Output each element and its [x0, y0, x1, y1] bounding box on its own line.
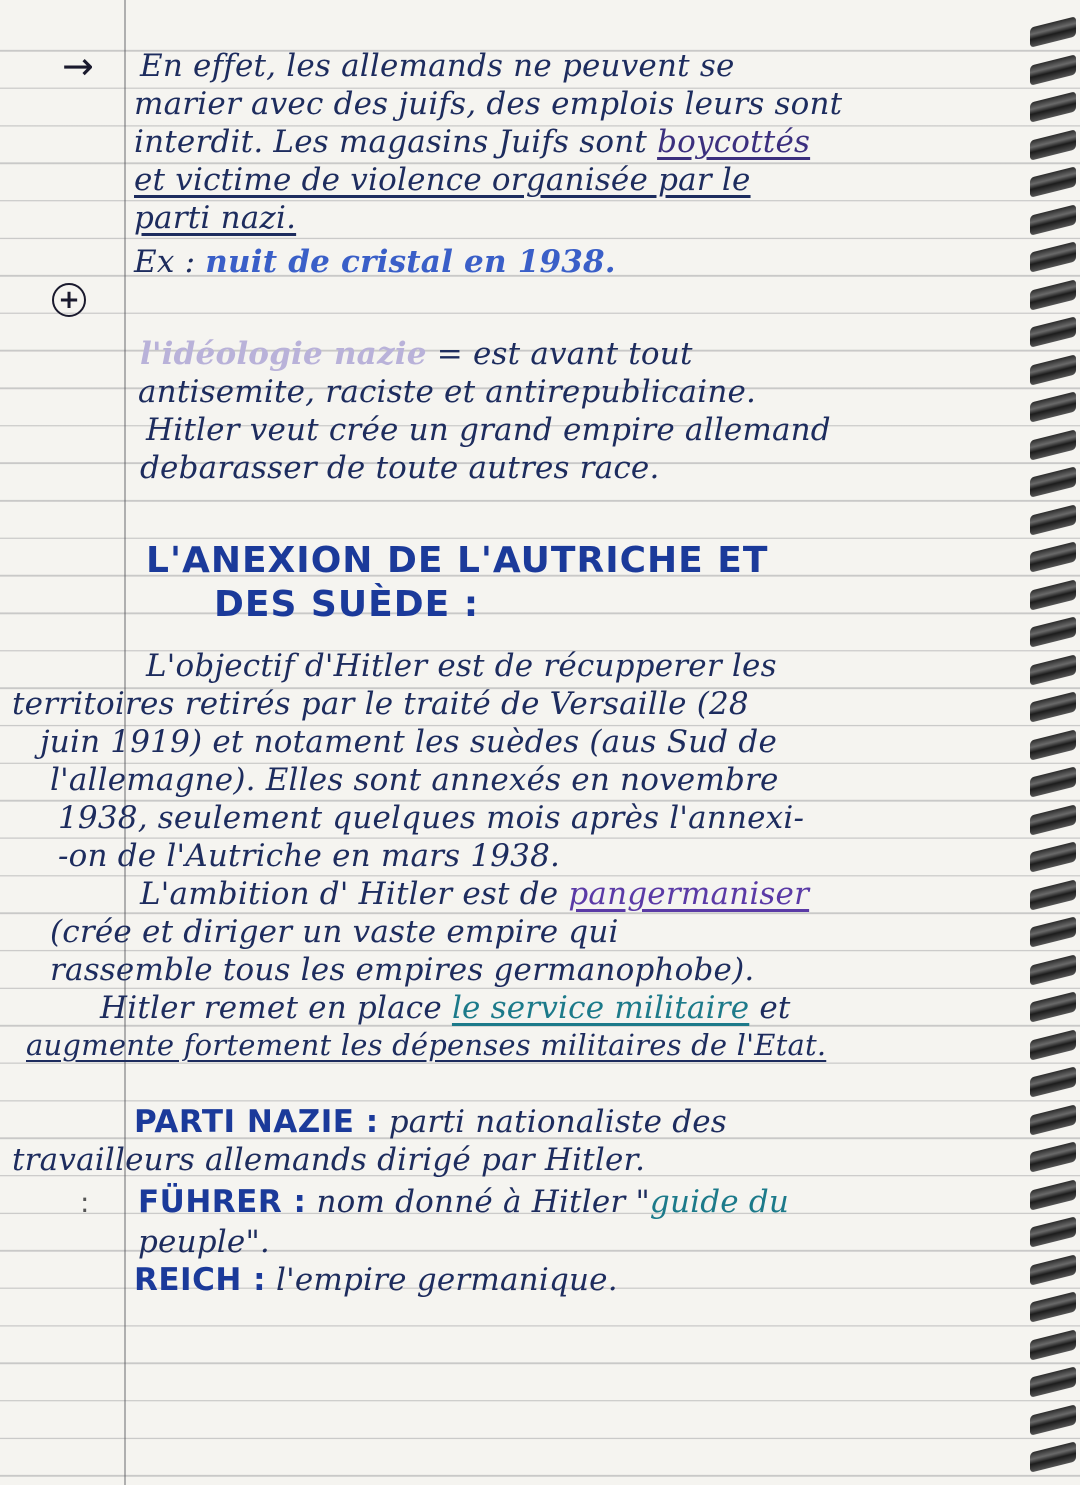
- spiral-coil: [1030, 729, 1076, 760]
- definition-term: PARTI NAZIE :: [134, 1104, 379, 1140]
- note-text: Hitler remet en place: [100, 990, 452, 1026]
- section-heading: L'ANEXION DE L'AUTRICHE ET: [146, 540, 769, 581]
- spiral-coil: [1030, 429, 1076, 460]
- spiral-binding: [1020, 0, 1080, 1485]
- spiral-coil: [1030, 841, 1076, 872]
- note-line: parti nazi.: [134, 200, 297, 236]
- spiral-coil: [1030, 16, 1076, 47]
- note-line: En effet, les allemands ne peuvent se: [140, 48, 735, 84]
- note-text: interdit. Les magasins Juifs sont: [134, 124, 658, 160]
- note-text: L'ambition d' Hitler est de: [140, 876, 569, 912]
- highlight-pangermaniser: pangermaniser: [568, 876, 810, 912]
- spiral-coil: [1030, 1104, 1076, 1135]
- definition-text: parti nationaliste des: [378, 1104, 727, 1140]
- spiral-coil: [1030, 654, 1076, 685]
- spiral-coil: [1030, 166, 1076, 197]
- spiral-coil: [1030, 879, 1076, 910]
- example-line: [134, 244, 616, 280]
- note-line: augmente fortement les dépenses militaires de l'Etat.: [26, 1028, 827, 1062]
- spiral-coil: [1030, 1141, 1076, 1172]
- highlight-service-militaire: le service militaire: [451, 990, 750, 1026]
- spiral-coil: [1030, 316, 1076, 347]
- note-line: L'objectif d'Hitler est de récupperer les: [146, 648, 777, 684]
- note-line: -on de l'Autriche en mars 1938.: [58, 838, 561, 874]
- ideology-line: [140, 336, 693, 372]
- spiral-coil: [1030, 391, 1076, 422]
- note-line: [134, 124, 810, 160]
- spiral-coil: [1030, 1404, 1076, 1435]
- spiral-coil: [1030, 916, 1076, 947]
- spiral-coil: [1030, 1254, 1076, 1285]
- spiral-coil: [1030, 804, 1076, 835]
- spiral-coil: [1030, 1366, 1076, 1397]
- spiral-coil: [1030, 279, 1076, 310]
- spiral-coil: [1030, 129, 1076, 160]
- arrow-right-icon: →: [62, 44, 94, 88]
- definition-line: travailleurs allemands dirigé par Hitler.: [12, 1142, 646, 1178]
- definition-line: [138, 1184, 789, 1220]
- plus-circle-icon: +: [52, 283, 86, 317]
- note-line: [140, 876, 809, 912]
- spiral-coil: [1030, 579, 1076, 610]
- spiral-coil: [1030, 241, 1076, 272]
- spiral-coil: [1030, 1066, 1076, 1097]
- spiral-coil: [1030, 1029, 1076, 1060]
- spiral-coil: [1030, 1179, 1076, 1210]
- spiral-coil: [1030, 991, 1076, 1022]
- note-line: territoires retirés par le traité de Versaille (28: [12, 686, 749, 722]
- definition-line: [134, 1262, 618, 1298]
- highlight-boycottes: boycottés: [657, 124, 811, 160]
- spiral-coil: [1030, 691, 1076, 722]
- note-line: [100, 990, 791, 1026]
- spiral-coil: [1030, 1441, 1076, 1472]
- note-line: (crée et diriger un vaste empire qui: [50, 914, 619, 950]
- spiral-coil: [1030, 541, 1076, 572]
- definition-term: FÜHRER :: [138, 1184, 307, 1220]
- note-line: 1938, seulement quelques mois après l'annexi-: [58, 800, 805, 836]
- spiral-coil: [1030, 204, 1076, 235]
- spiral-coil: [1030, 954, 1076, 985]
- note-line: rassemble tous les empires germanophobe).: [50, 952, 755, 988]
- spiral-coil: [1030, 91, 1076, 122]
- spiral-coil: [1030, 466, 1076, 497]
- spiral-coil: [1030, 766, 1076, 797]
- note-text: et: [749, 990, 791, 1026]
- spiral-coil: [1030, 54, 1076, 85]
- definition-text: l'empire germanique.: [265, 1262, 618, 1298]
- definition-term: REICH :: [134, 1262, 266, 1298]
- note-line: l'allemagne). Elles sont annexés en novembre: [50, 762, 779, 798]
- section-heading: DES SUÈDE :: [214, 584, 480, 625]
- spiral-coil: [1030, 504, 1076, 535]
- ideology-term: l'idéologie nazie: [140, 336, 427, 372]
- note-line: marier avec des juifs, des emplois leurs sont: [134, 86, 843, 122]
- highlight-guide: guide du: [649, 1184, 790, 1220]
- spiral-coil: [1030, 1216, 1076, 1247]
- example-prefix: Ex :: [134, 244, 206, 280]
- spiral-coil: [1030, 616, 1076, 647]
- definition-line: [134, 1104, 727, 1140]
- definition-text: nom donné à Hitler ": [306, 1184, 650, 1220]
- definition-line: peuple".: [138, 1224, 270, 1260]
- spiral-coil: [1030, 1329, 1076, 1360]
- margin-colon: :: [80, 1186, 90, 1219]
- note-line: antisemite, raciste et antirepublicaine.: [138, 374, 757, 410]
- spiral-coil: [1030, 354, 1076, 385]
- note-line: et victime de violence organisée par le: [134, 162, 751, 198]
- note-line: juin 1919) et notament les suèdes (aus Sud de: [40, 724, 777, 760]
- note-line: Hitler veut crée un grand empire allemand: [146, 412, 831, 448]
- example-text: nuit de cristal en 1938.: [205, 244, 616, 280]
- ideology-rest: = est avant tout: [426, 336, 693, 372]
- note-line: debarasser de toute autres race.: [140, 450, 660, 486]
- spiral-coil: [1030, 1291, 1076, 1322]
